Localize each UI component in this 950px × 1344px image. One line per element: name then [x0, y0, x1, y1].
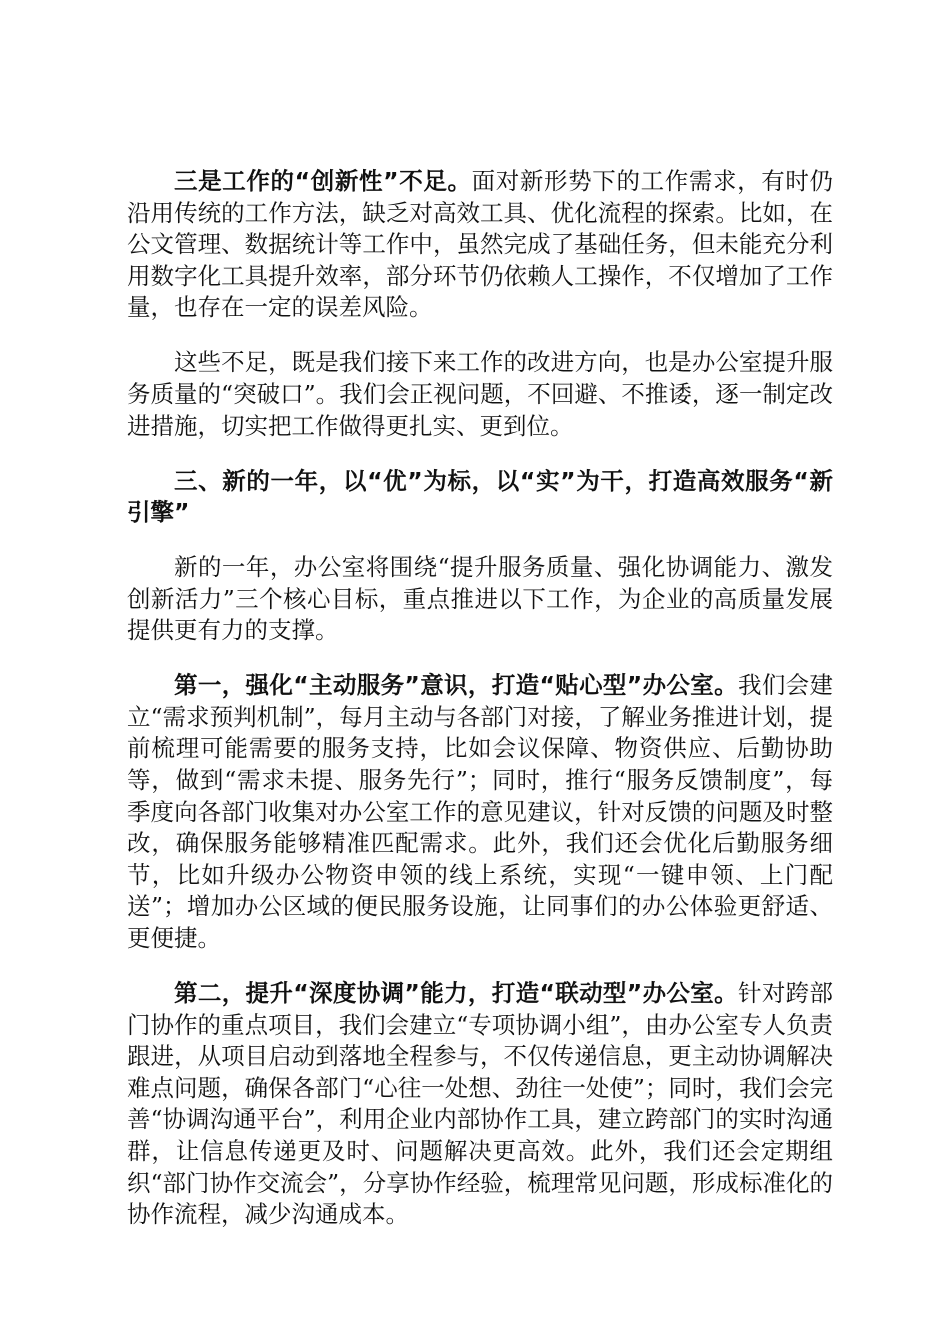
paragraph-proactive-service: [127, 670, 833, 954]
paragraph-deep-coordination: [127, 978, 833, 1231]
paragraph-text: 新的一年，办公室将围绕“提升服务质量、强化协调能力、激发创新活力”三个核心目标，重点推进以下工作，为企业的高质量发展提供更有力的支撑。: [127, 553, 833, 645]
paragraph-new-year-goals: [127, 552, 833, 647]
paragraph-text: 针对跨部门协作的重点项目，我们会建立“专项协调小组”，由办公室专人负责跟进，从项目启动到落地全程参与，不仅传递信息，更主动协调解决难点问题，确保各部门“心往一处想、劲往一处使”；同时，我们会完善“协调沟通平台”，利用企业内部协作工具，建立跨部门的实时沟通群，让信息传递更及时、问题解决更高效。此外，我们还会定期组织“部门协作交流会”，分享协作经验，梳理常见问题，形成标准化的协作流程，减少沟通成本。: [127, 979, 834, 1229]
paragraph-improvement-direction: [127, 347, 833, 442]
paragraph-lead: 第一，强化“主动服务”意识，打造“贴心型”办公室。: [174, 671, 738, 700]
section-heading-3: 三、新的一年，以“优”为标，以“实”为干，打造高效服务“新引擎”: [127, 466, 833, 527]
paragraph-innovation-shortfall: [127, 166, 833, 324]
paragraph-lead: 第二，提升“深度协调”能力，打造“联动型”办公室。: [174, 979, 738, 1008]
paragraph-text: 这些不足，既是我们接下来工作的改进方向，也是办公室提升服务质量的“突破口”。我们会正视问题，不回避、不推诿，逐一制定改进措施，切实把工作做得更扎实、更到位。: [127, 348, 833, 440]
paragraph-text: 面对新形势下的工作需求，有时仍沿用传统的工作方法，缺乏对高效工具、优化流程的探索。比如，在公文管理、数据统计等工作中，虽然完成了基础任务，但未能充分利用数字化工具提升效率，部分环节仍依赖人工操作，不仅增加了工作量，也存在一定的误差风险。: [127, 167, 834, 322]
paragraph-text: 我们会建立“需求预判机制”，每月主动与各部门对接，了解业务推进计划，提前梳理可能需要的服务支持，比如会议保障、物资供应、后勤协助等，做到“需求未提、服务先行”；同时，推行“服务反馈制度”，每季度向各部门收集对办公室工作的意见建议，针对反馈的问题及时整改，确保服务能够精准匹配需求。此外，我们还会优化后勤服务细节，比如升级办公物资申领的线上系统，实现“一键申领、上门配送”；增加办公区域的便民服务设施，让同事们的办公体验更舒适、更便捷。: [127, 671, 834, 953]
document-body: [127, 166, 833, 1231]
paragraph-lead: 三是工作的“创新性”不足。: [174, 167, 472, 195]
